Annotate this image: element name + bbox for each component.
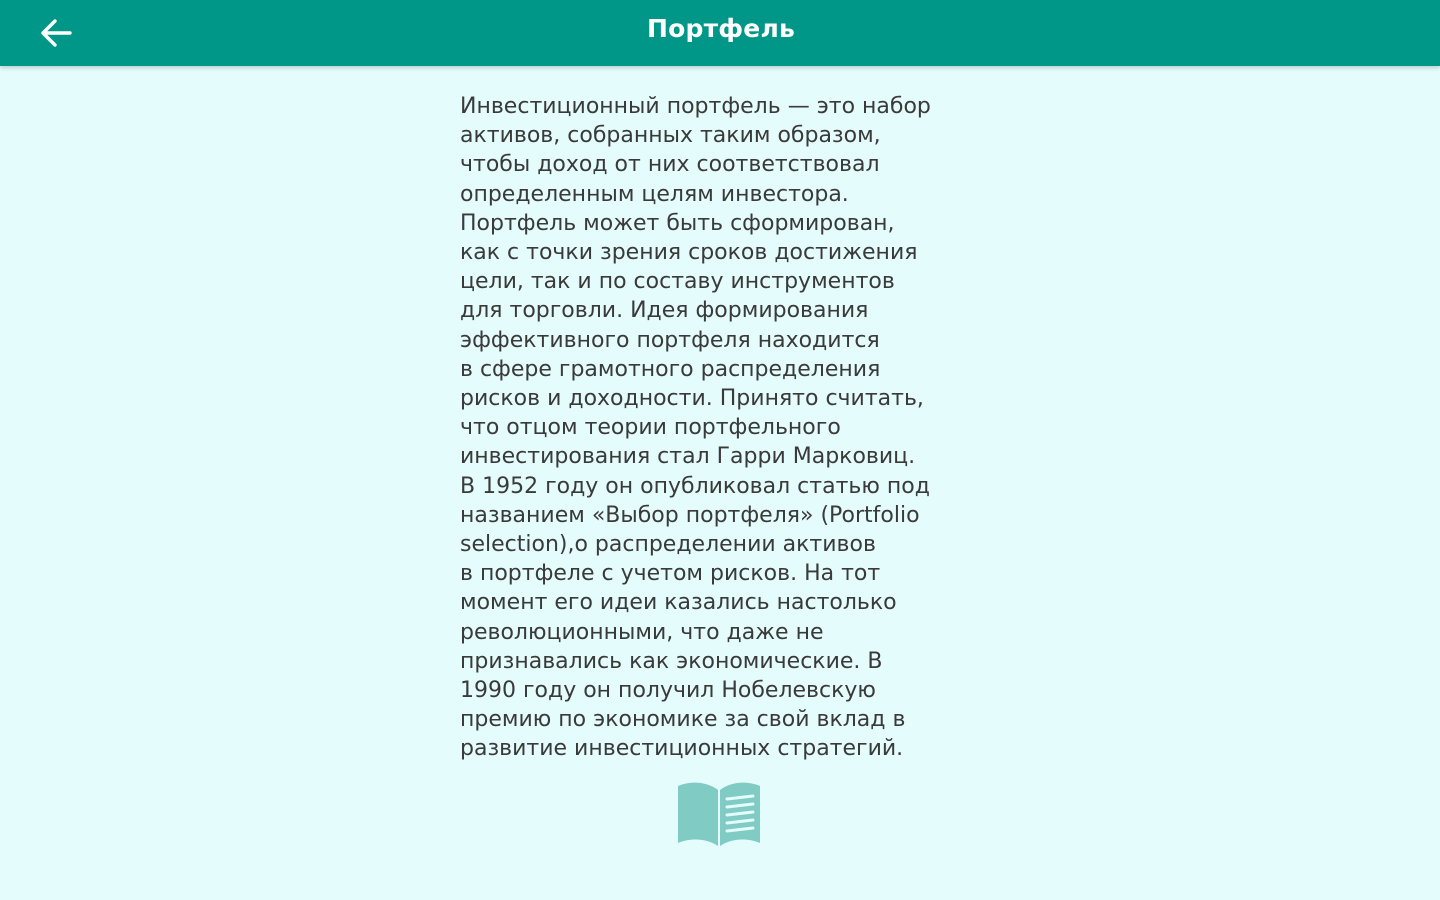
back-button[interactable] bbox=[28, 10, 84, 56]
arrow-left-icon[interactable] bbox=[39, 18, 73, 48]
open-book-icon bbox=[676, 782, 762, 848]
article-text: Инвестиционный портфель — это набор активов, собранных таким образом, чтобы доход от них соответствовал определенным целям инвестора. Портфель может быть сформирован, как с точки зрения сроков достижения цели, так и по составу инструментов для торговли. Идея формирования эффективного портфеля находится в сфере грамотного распределения рисков и доходности. Принято считать, что отцом теории портфельного инвестирования стал Гарри Марковиц. В 1952 году он опубликовал статью под названием «Выбор портфеля» (Portfolio selection),о распределении активов в портфеле с учетом рисков. На тот момент его идеи казались настолько революционными, что даже не признавались как экономические. В 1990 году он получил Нобелевскую премию по экономике за свой вклад в развитие инвестиционных стратегий. bbox=[460, 94, 931, 762]
app-bar bbox=[0, 0, 1440, 66]
article-container bbox=[460, 92, 950, 764]
page-title: Портфель bbox=[647, 14, 795, 43]
